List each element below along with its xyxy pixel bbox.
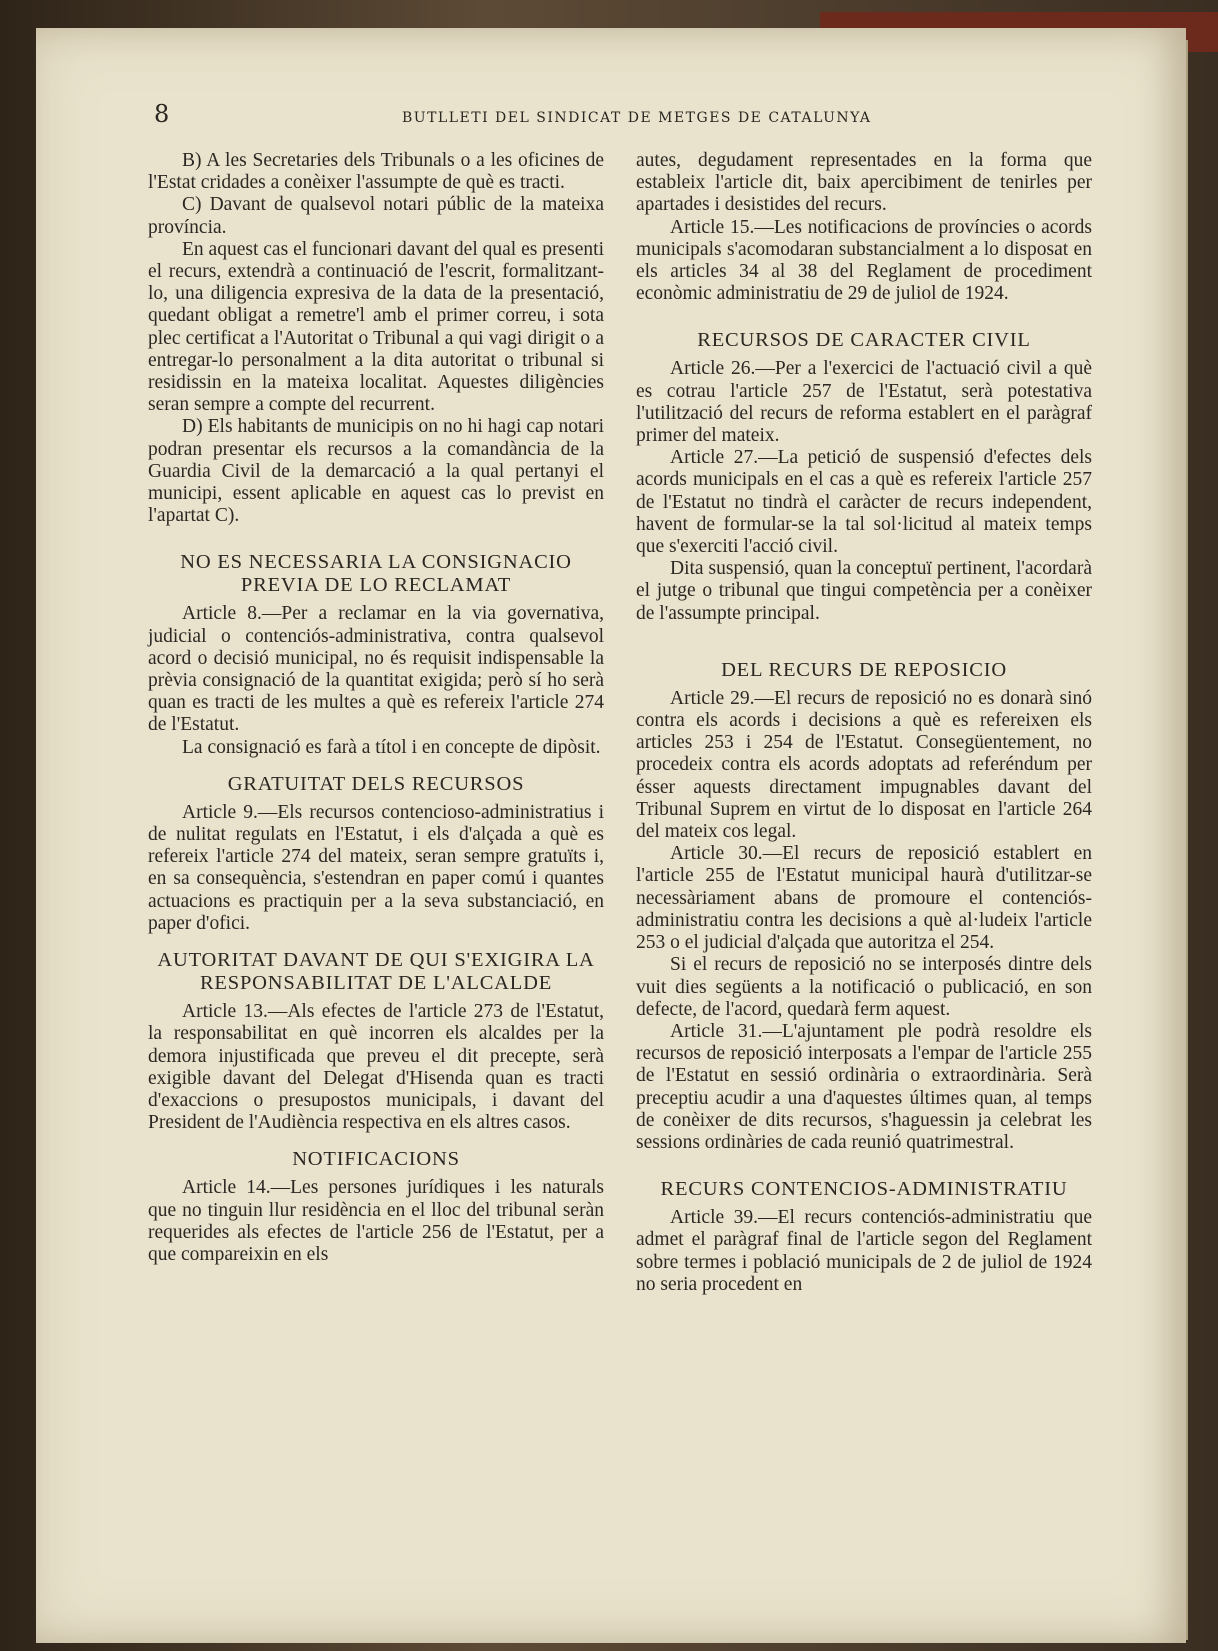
- heading-contencios: RECURS CONTENCIOS-ADMINISTRATIU: [660, 1178, 1068, 1201]
- paragraph-article-31: Article 31.—L'ajuntament ple podrà resoldre els recursos de reposició interposats a l'empar de l'article 255 de l'Estatut en sessió ordinària o extraordinària. Serà preceptiu acudir a una d'aquestes últimes quan, al temps de conèixer de dits recursos, s'haguessin ja celebrat les sessions ordinàries de cada reunió quatrimestral.: [636, 1020, 1092, 1153]
- heading-civil: RECURSOS DE CARACTER CIVIL: [697, 329, 1031, 352]
- paragraph-article-14: Article 14.—Les persones jurídiques i les naturals que no tinguin llur residència en el lloc del tribunal seràn requerides als efectes de l'article 256 de l'Estatut, per a que compareixin en els: [148, 1177, 604, 1265]
- paragraph-article-15: Article 15.—Les notificacions de províncies o acords municipals s'acomodaran substancialment a lo disposat en els articles 34 al 38 del Reglament de procediment econòmic administratiu de 29 de juliol de 1924.: [636, 216, 1092, 305]
- paragraph-b: B) A les Secretaries dels Tribunals o a les oficines de l'Estat cridades a conèixer l'assumpte de què es tracti.: [148, 150, 604, 194]
- left-column: [148, 150, 604, 1266]
- heading-autoritat: AUTORITAT DAVANT DE QUI S'EXIGIRA LA RESPONSABILITAT DE L'ALCALDE: [157, 949, 595, 995]
- page-header: [154, 100, 1054, 130]
- heading-consignacio: NO ES NECESSARIA LA CONSIGNACIO PREVIA DE LO RECLAMAT: [180, 551, 572, 597]
- paragraph-article-8: Article 8.—Per a reclamar en la via governativa, judicial o contenciós-administrativa, contra qualsevol acord o decisió municipal, no és requisit indispensable la prèvia consignació de la quantitat exigida; però sí ho serà quan es tracti de les multes a què es refereix l'article 274 de l'Estatut.: [148, 603, 604, 736]
- running-head: BUTLLETI DEL SINDICAT DE METGES DE CATALUNYA: [402, 110, 872, 126]
- paragraph-si: Si el recurs de reposició no se interposés dintre dels vuit dies següents a la notificació o publicació, en son defecte, de l'acord, quedarà ferm aquest.: [636, 954, 1092, 1020]
- paragraph-article-27: Article 27.—La petició de suspensió d'efectes dels acords municipals en el cas a què es refereix l'article 257 de l'Estatut no tindrà el caràcter de recurs independent, havent de formular-se la tal sol·licitud al mateix temps que s'exerciti l'acció civil.: [636, 447, 1092, 558]
- right-column: [636, 150, 1092, 1296]
- paragraph-dita: Dita suspensió, quan la conceptuï pertinent, l'acordarà el jutge o tribunal que tingui competència per a conèixer de l'assumpte principal.: [636, 558, 1092, 624]
- paragraph-article-39: Article 39.—El recurs contenciós-administratiu que admet el paràgraf final de l'article segon del Reglament sobre termes i població municipals de 2 de juliol de 1924 no seria procedent en: [636, 1207, 1092, 1295]
- paragraph-d: D) Els habitants de municipis on no hi hagi cap notari podran presentar els recursos a la comandància de la Guardia Civil de la demarcació a la qual pertanyi el municipi, essent aplicable en aquest cas lo previst en l'apartat C).: [148, 416, 604, 527]
- paragraph-cas: En aquest cas el funcionari davant del qual es presenti el recurs, extendrà a continuació de l'escrit, formalitzant-lo, una diligencia expresiva de la data de la presentació, quedant obligat a remetre'l amb el primer correu, i sota plec certificat a l'Autoritat o Tribunal a qui vagi dirigit o a entregar-lo personalment a la dita autoritat o tribunal si residissin en la mateixa localitat. Aquestes diligències seran sempre a compte del recurrent.: [148, 238, 604, 416]
- heading-reposicio: DEL RECURS DE REPOSICIO: [721, 658, 1007, 681]
- heading-gratuitat: GRATUITAT DELS RECURSOS: [227, 772, 525, 795]
- page-number: 8: [154, 100, 170, 128]
- paragraph-c: C) Davant de qualsevol notari públic de la mateixa província.: [148, 194, 604, 238]
- paragraph-article-13: Article 13.—Als efectes de l'article 273 de l'Estatut, la responsabilitat en què incorren els alcaldes per la demora injustificada que preveu el dit precepte, serà exigible davant del Delegat d'Hisenda quan es tracti d'exaccions o presupostos municipals, i davant del President de l'Audiència respectiva en els altres casos.: [148, 1001, 604, 1134]
- paragraph-article-26: Article 26.—Per a l'exercici de l'actuació civil a què es cotrau l'article 257 de l'Estatut, serà potestativa l'utilització del recurs de reforma establert en el paràgraf primer del mateix.: [636, 358, 1092, 447]
- paragraph-article-29: Article 29.—El recurs de reposició no es donarà sinó contra els acords i decisions a què es refereixen els articles 253 i 254 de l'Estatut. Consegüentement, no procedeix contra els acords adoptats ad referéndum per ésser aquests directament impugnables davant del Tribunal Suprem en virtut de lo disposat en l'article 264 del mateix cos legal.: [636, 687, 1092, 843]
- paragraph-article-9: Article 9.—Els recursos contencioso-administratius i de nulitat regulats en l'Estatut, i els d'alçada a què es refereix l'article 274 del mateix, seran sempre gratuïts i, en sa consequència, s'estendran en paper comú i quantes actuacions es practiquin per a la seva substanciació, en paper d'ofici.: [148, 801, 604, 934]
- paragraph-continuation: autes, degudament representades en la forma que estableix l'article dit, baix apercibiment de tenirles per apartades i desistides del recurs.: [636, 150, 1092, 216]
- paragraph-article-30: Article 30.—El recurs de reposició establert en l'article 255 de l'Estatut municipal haurà d'utilitzar-se necessàriament abans de promoure el contenciós-administratiu contra les decisions a què al·ludeix l'article 253 o el judicial d'alçada que autoritza el 254.: [636, 843, 1092, 954]
- paragraph-consignacio: La consignació es farà a títol i en concepte de dipòsit.: [182, 736, 601, 758]
- heading-notificacions: NOTIFICACIONS: [292, 1148, 460, 1171]
